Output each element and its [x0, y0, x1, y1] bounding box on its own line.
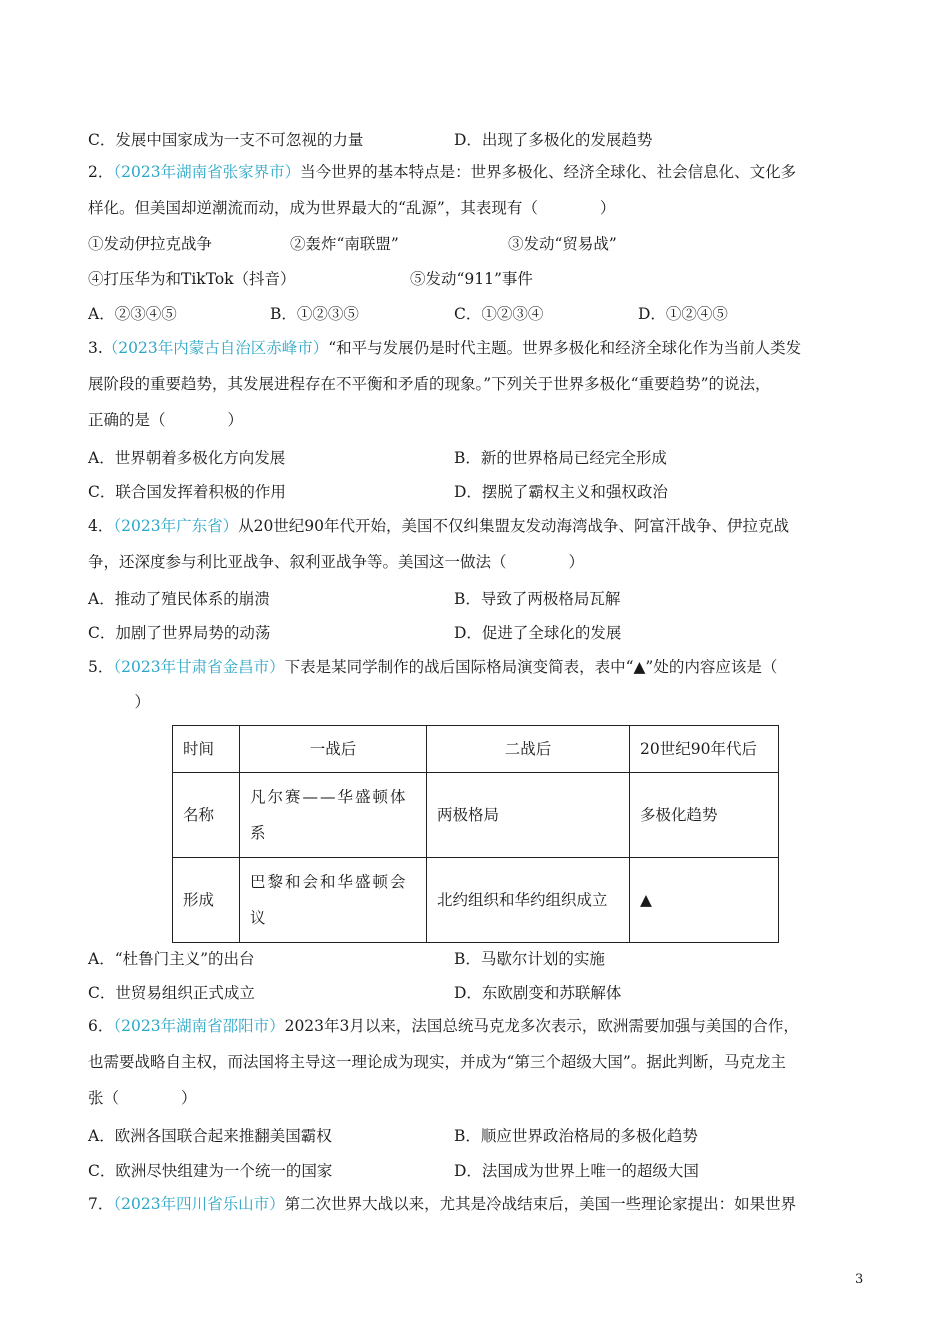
q3-option-d[interactable]: D．摆脱了霸权主义和强权政治: [454, 483, 668, 501]
q5-option-c[interactable]: C．世贸易组织正式成立: [88, 984, 255, 1002]
table-row: [173, 773, 779, 858]
q6-option-a[interactable]: A．欧洲各国联合起来推翻美国霸权: [88, 1127, 332, 1145]
q2-option-b[interactable]: B．①②③⑤: [270, 305, 359, 323]
q5-stem-line-2: ）: [88, 693, 151, 711]
q2-stem-line-2: 样化。但美国却逆潮流而动，成为世界最大的“乱源”，其表现有（ ）: [88, 199, 616, 217]
q4-option-d[interactable]: D．促进了全球化的发展: [454, 624, 622, 642]
q3-stem-line-1: [88, 338, 801, 358]
q6-stem-line-2: 也需要战略自主权，而法国将主导这一理论成为现实，并成为“第三个超级大国”。据此判断，马克龙主: [88, 1053, 786, 1071]
q2-option-d[interactable]: D．①②④⑤: [638, 305, 728, 323]
q4-option-b[interactable]: B．导致了两极格局瓦解: [454, 590, 621, 608]
q4-number: 4．: [88, 517, 114, 535]
table-cell: 北约组织和华约组织成立: [427, 858, 630, 943]
table-header-cell: 二战后: [427, 726, 630, 773]
q2-stem-line-1: [88, 162, 796, 182]
q2-number: 2．: [88, 163, 114, 181]
q5-option-a[interactable]: A．“杜鲁门主义”的出台: [88, 950, 255, 968]
page-number: 3: [855, 1272, 864, 1287]
q3-option-b[interactable]: B．新的世界格局已经完全形成: [454, 449, 667, 467]
q4-stem-line-2: 争，还深度参与利比亚战争、叙利亚战争等。美国这一做法（ ）: [88, 553, 585, 571]
q3-stem-text: “和平与发展仍是时代主题。世界多极化和经济全球化作为当前人类发: [328, 339, 802, 357]
table-cell: 凡尔赛——华盛顿体系: [240, 773, 427, 858]
q1-option-d[interactable]: D．出现了多极化的发展趋势: [454, 131, 653, 149]
q5-option-d[interactable]: D．东欧剧变和苏联解体: [454, 984, 622, 1002]
q4-stem-text: 从20世纪90年代开始，美国不仅纠集盟友发动海湾战争、阿富汗战争、伊拉克战: [238, 517, 790, 535]
q3-option-c[interactable]: C．联合国发挥着积极的作用: [88, 483, 286, 501]
table-cell: 巴黎和会和华盛顿会议: [240, 858, 427, 943]
q6-stem-line-3: 张（ ）: [88, 1089, 197, 1107]
q1-option-c[interactable]: C．发展中国家成为一支不可忽视的力量: [88, 131, 364, 149]
q5-number: 5．: [88, 658, 114, 676]
q3-source: （2023年内蒙古自治区赤峰市）: [102, 339, 329, 357]
table-cell: 形成: [173, 858, 240, 943]
q6-stem-text: 2023年3月以来，法国总统马克龙多次表示，欧洲需要加强与美国的合作，: [284, 1017, 799, 1035]
q6-option-d[interactable]: D．法国成为世界上唯一的超级大国: [454, 1162, 699, 1180]
q6-stem-line-1: [88, 1016, 799, 1036]
table-cell-triangle: ▲: [630, 858, 779, 943]
q6-source: （2023年湖南省邵阳市）: [113, 1017, 285, 1035]
table-row: [173, 858, 779, 943]
q2-option-a[interactable]: A．②③④⑤: [88, 305, 177, 323]
table-cell: 名称: [173, 773, 240, 858]
q5-stem-line-1: [88, 657, 777, 677]
q3-stem-line-2: 展阶段的重要趋势，其发展进程存在不平衡和矛盾的现象。”下列关于世界多极化“重要趋势”的说法，: [88, 375, 771, 393]
q3-stem-line-3: 正确的是（ ）: [88, 411, 244, 429]
q7-stem-line-1: [88, 1194, 796, 1214]
q7-source: （2023年四川省乐山市）: [113, 1195, 285, 1213]
q6-option-c[interactable]: C．欧洲尽快组建为一个统一的国家: [88, 1162, 333, 1180]
q5-table: [172, 725, 779, 943]
q2-stem-text: 当今世界的基本特点是：世界多极化、经济全球化、社会信息化、文化多: [300, 163, 797, 181]
q3-number: 3.: [88, 339, 103, 357]
q4-stem-line-1: [88, 516, 789, 536]
q6-number: 6．: [88, 1017, 114, 1035]
q4-option-c[interactable]: C．加剧了世界局势的动荡: [88, 624, 271, 642]
table-cell: 两极格局: [427, 773, 630, 858]
q2-option-c[interactable]: C．①②③④: [454, 305, 544, 323]
q2-item-3: ③发动“贸易战”: [508, 235, 617, 253]
q2-item-4: ④打压华为和TikTok（抖音）: [88, 270, 296, 288]
table-header-cell: 时间: [173, 726, 240, 773]
q4-option-a[interactable]: A．推动了殖民体系的崩溃: [88, 590, 270, 608]
q2-source: （2023年湖南省张家界市）: [113, 163, 301, 181]
q7-number: 7．: [88, 1195, 114, 1213]
table-cell: 多极化趋势: [630, 773, 779, 858]
table-header-cell: 20世纪90年代后: [630, 726, 779, 773]
q6-option-b[interactable]: B．顺应世界政治格局的多极化趋势: [454, 1127, 698, 1145]
q7-stem-text: 第二次世界大战以来，尤其是冷战结束后，美国一些理论家提出：如果世界: [284, 1195, 797, 1213]
q5-source: （2023年甘肃省金昌市）: [113, 658, 285, 676]
q2-item-1: ①发动伊拉克战争: [88, 235, 213, 253]
q2-item-5: ⑤发动“911”事件: [410, 270, 533, 288]
q3-option-a[interactable]: A．世界朝着多极化方向发展: [88, 449, 286, 467]
q5-stem-text: 下表是某同学制作的战后国际格局演变简表，表中“▲”处的内容应该是（: [284, 658, 778, 676]
table-header-cell: 一战后: [240, 726, 427, 773]
table-row: [173, 726, 779, 773]
q5-option-b[interactable]: B．马歇尔计划的实施: [454, 950, 605, 968]
q2-item-2: ②轰炸“南联盟”: [290, 235, 399, 253]
q4-source: （2023年广东省）: [113, 517, 239, 535]
